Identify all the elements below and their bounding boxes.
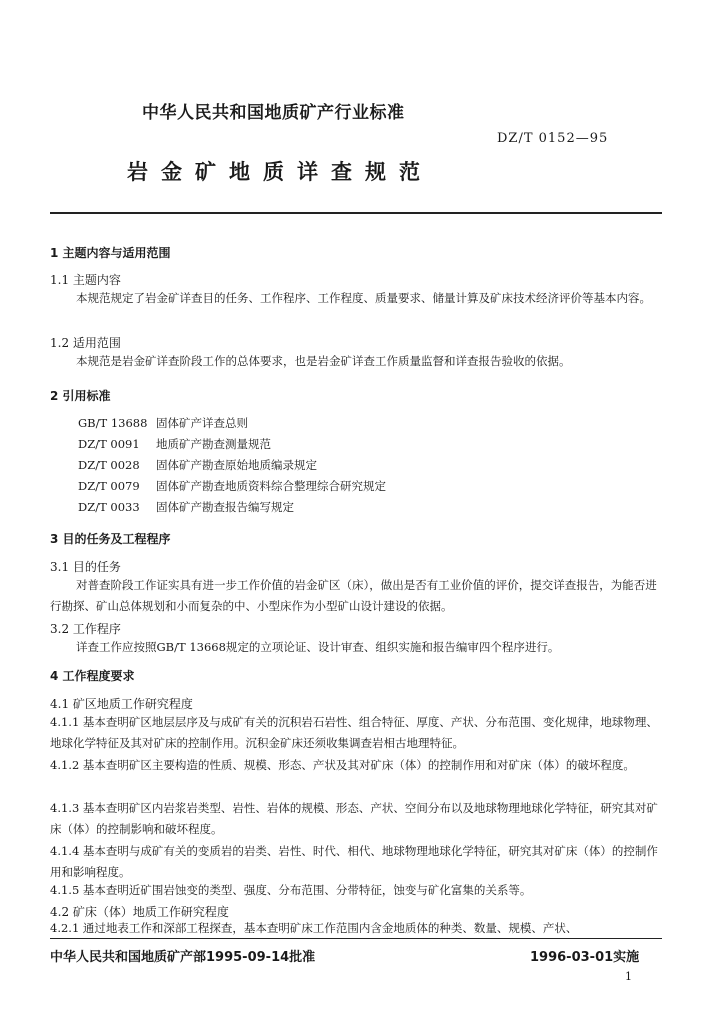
reference-title: 固体矿产勘查报告编写规定 (156, 500, 294, 514)
footer-rule (50, 938, 662, 939)
reference-item (78, 415, 248, 431)
reference-item (78, 457, 317, 473)
section-3-2-text: 详查工作应按照GB/T 13668规定的立项论证、设计审查、组织实施和报告编审四个程序进行。 (76, 640, 560, 654)
clause-4-1-5: 4.1.5 基本查明近矿围岩蚀变的类型、强度、分布范围、分带特征，蚀变与矿化富集的关系等。 (50, 883, 532, 897)
reference-title: 固体矿产详查总则 (156, 416, 248, 430)
section-1-heading: 1 主题内容与适用范围 (50, 246, 171, 260)
standard-name: 中华人民共和国地质矿产行业标准 (142, 103, 405, 123)
section-2-heading: 2 引用标准 (50, 389, 111, 403)
reference-title: 固体矿产勘查原始地质编录规定 (156, 458, 317, 472)
clause-4-1-1: 4.1.1 基本查明矿区地层层序及与成矿有关的沉积岩石岩性、组合特征、厚度、产状、分布范围、变化规律，地球物理、地球化学特征及其对矿床的控制作用。沉积金矿床还须收集调查岩相古地理特征。 (50, 715, 658, 750)
effective-date: 1996-03-01实施 (530, 950, 640, 965)
section-4-2-heading: 4.2 矿床（体）地质工作研究程度 (50, 905, 229, 919)
clause-4-2-1: 4.2.1 通过地表工作和深部工程探查，基本查明矿床工作范围内含金地质体的种类、数量、规模、产状、 (50, 921, 578, 935)
standard-code: DZ/T 0152—95 (497, 131, 609, 146)
reference-item (78, 478, 386, 494)
reference-code: DZ/T 0033 (78, 500, 140, 514)
reference-title: 地质矿产勘查测量规范 (156, 437, 271, 451)
section-3-2-heading: 3.2 工作程序 (50, 622, 121, 636)
section-3-heading: 3 目的任务及工程程序 (50, 532, 171, 546)
section-4-heading: 4 工作程度要求 (50, 669, 135, 683)
reference-item (78, 499, 294, 515)
reference-code: GB/T 13688 (78, 416, 148, 430)
page-number: 1 (625, 970, 632, 983)
clause-4-1-4: 4.1.4 基本查明与成矿有关的变质岩的岩类、岩性、时代、相代、地球物理地球化学特征，研究其对矿床（体）的控制作用和影响程度。 (50, 844, 658, 879)
reference-item (78, 436, 271, 452)
document-title: 岩金矿地质详查规范 (127, 160, 433, 184)
reference-code: DZ/T 0091 (78, 437, 140, 451)
section-1-2-heading: 1.2 适用范围 (50, 336, 121, 350)
section-4-1-heading: 4.1 矿区地质工作研究程度 (50, 697, 193, 711)
section-3-1-text: 对普查阶段工作证实具有进一步工作价值的岩金矿区（床），做出是否有工业价值的评价，提交详查报告，为能否进行勘探、矿山总体规划和小而复杂的中、小型床作为小型矿山设计建设的依据。 (50, 578, 657, 613)
clause-4-1-3: 4.1.3 基本查明矿区内岩浆岩类型、岩性、岩体的规模、形态、产状、空间分布以及地球物理地球化学特征，研究其对矿床（体）的控制影响和破坏程度。 (50, 801, 658, 836)
section-1-1-text: 本规范规定了岩金矿详查目的任务、工作程序、工作程度、质量要求、储量计算及矿床技术经济评价等基本内容。 (76, 291, 651, 305)
section-1-2-text: 本规范是岩金矿详查阶段工作的总体要求，也是岩金矿详查工作质量监督和详查报告验收的依据。 (76, 354, 571, 368)
section-1-1-heading: 1.1 主题内容 (50, 273, 121, 287)
section-3-1-heading: 3.1 目的任务 (50, 560, 121, 574)
reference-code: DZ/T 0028 (78, 458, 140, 472)
header-rule (50, 212, 662, 214)
approval-text: 中华人民共和国地质矿产部1995-09-14批准 (50, 950, 316, 965)
clause-4-1-2: 4.1.2 基本查明矿区主要构造的性质、规模、形态、产状及其对矿床（体）的控制作用和对矿床（体）的破坏程度。 (50, 758, 635, 772)
reference-title: 固体矿产勘查地质资料综合整理综合研究规定 (156, 479, 386, 493)
reference-code: DZ/T 0079 (78, 479, 140, 493)
